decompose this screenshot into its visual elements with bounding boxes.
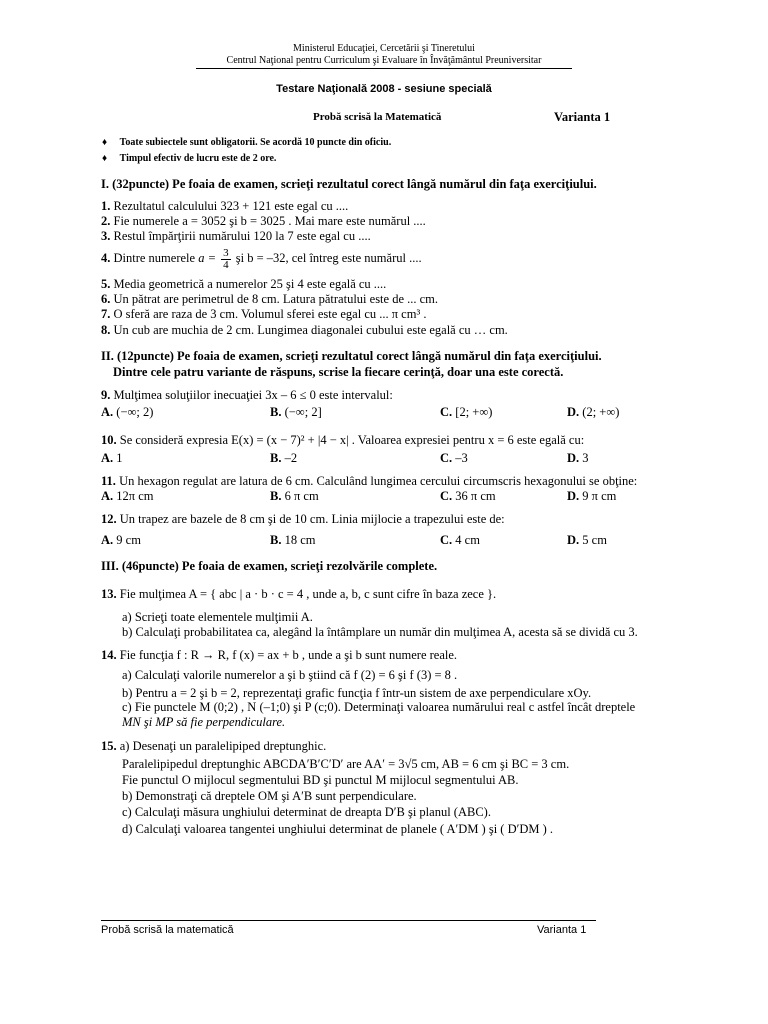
option-a: A. 9 cm <box>101 533 141 547</box>
exercise-15-d: d) Calculaţi valoarea tangentei unghiului determinat de planele ( A′DM ) şi ( D′DM ) . <box>122 822 554 836</box>
exercise-15-c: c) Calculaţi măsura unghiului determinat de dreapta D′B şi planul (ABC). <box>122 805 491 819</box>
exercise-13: 13. Fie mulţimea A = { abc | a · b · c = 4 , unde a, b, c sunt cifre în baza zece }. <box>101 587 497 601</box>
header-divider <box>196 68 572 69</box>
option-d: D. (2; +∞) <box>567 405 620 419</box>
option-c: C. –3 <box>440 451 468 465</box>
exercise-15-b: b) Demonstraţi că dreptele OM şi A′B sunt perpendiculare. <box>122 789 417 803</box>
option-c: C. [2; +∞) <box>440 405 493 419</box>
option-b: B. 6 π cm <box>270 489 319 503</box>
exercise-15-line-2: Fie punctul O mijlocul segmentului BD şi punctul M mijlocul segmentului AB. <box>122 773 519 787</box>
section-3-heading: III. (46puncte) Pe foaia de examen, scrieţi rezolvările complete. <box>101 559 438 573</box>
exercise-13-a: a) Scrieţi toate elementele mulţimii A. <box>122 610 313 624</box>
exercise-14-a: a) Calculaţi valorile numerelor a şi b ştiind că f (2) = 6 şi f (3) = 8 . <box>122 668 458 682</box>
option-c: C. 4 cm <box>440 533 480 547</box>
option-d: D. 3 <box>567 451 589 465</box>
exercise-15-line-1: Paralelipipedul dreptunghic ABCDA′B′C′D′ are AA′ = 3√5 cm, AB = 6 cm şi BC = 3 cm. <box>122 757 570 771</box>
subtitle: Probă scrisă la Matematică <box>313 111 442 123</box>
fraction: $\frac{3}{4}$ <box>223 246 229 271</box>
exercise-5: 5. Media geometrică a numerelor 25 şi 4 este egală cu .... <box>101 277 387 291</box>
exercise-14: 14. Fie funcţia f : R → R, f (x) = ax + b , unde a şi b sunt numere reale. <box>101 648 458 662</box>
diamond-icon: ♦ <box>102 153 108 164</box>
option-a: A. (−∞; 2) <box>101 405 154 419</box>
exercise-8: 8. Un cub are muchia de 2 cm. Lungimea diagonalei cubului este egală cu … cm. <box>101 323 508 337</box>
section-2-heading: II. (12puncte) Pe foaia de examen, scrieţi rezultatul corect lângă numărul din faţa exerciţiului. <box>101 349 602 363</box>
section-1-heading: I. (32puncte) Pe foaia de examen, scrieţi rezultatul corect lângă numărul din faţa exerciţiului. <box>101 177 597 191</box>
exercise-13-b: b) Calculaţi probabilitatea ca, alegând la întâmplare un număr din mulţimea A, acesta să se dividă cu 3. <box>122 625 638 639</box>
exercise-7: 7. O sferă are raza de 3 cm. Volumul sferei este egal cu ... π cm³ . <box>101 307 427 321</box>
option-b: B. –2 <box>270 451 298 465</box>
option-c: C. 36 π cm <box>440 489 496 503</box>
option-d: D. 9 π cm <box>567 489 617 503</box>
exercise-11: 11. Un hexagon regulat are latura de 6 cm. Calculând lungimea cercului circumscris hexagonului se obţine: <box>101 474 638 488</box>
exercise-1: 1. Rezultatul calculului 323 + 121 este egal cu .... <box>101 199 349 213</box>
bullet-2: ♦ Timpul efectiv de lucru este de 2 ore. <box>102 153 277 164</box>
option-b: B. (−∞; 2] <box>270 405 322 419</box>
exercise-4: 4. Dintre numerele a = $\frac{3}{4}$ şi b = –32, cel întreg este numărul .... <box>101 246 422 271</box>
exercise-15: 15. a) Desenaţi un paralelipiped dreptunghic. <box>101 739 327 753</box>
diamond-icon: ♦ <box>102 137 108 148</box>
exercise-12: 12. Un trapez are bazele de 8 cm şi de 10 cm. Linia mijlocie a trapezului este de: <box>101 512 505 526</box>
bullet-1: ♦ Toate subiectele sunt obligatorii. Se acordă 10 puncte din oficiu. <box>102 137 392 148</box>
exercise-2: 2. Fie numerele a = 3052 şi b = 3025 . Mai mare este numărul .... <box>101 214 426 228</box>
exercise-10: 10. Se consideră expresia E(x) = (x − 7)² + |4 − x| . Valoarea expresiei pentru x = 6 este egală cu: <box>101 433 585 447</box>
option-a: A. 12π cm <box>101 489 154 503</box>
exercise-14-c-cont: MN şi MP să fie perpendiculare. <box>122 715 286 729</box>
page-title: Testare Naţională 2008 - sesiune specială <box>276 83 492 95</box>
section-2-subheading: Dintre cele patru variante de răspuns, scrise la fiecare cerinţă, doar una este corectă. <box>113 365 564 379</box>
option-b: B. 18 cm <box>270 533 316 547</box>
exercise-14-c: c) Fie punctele M (0;2) , N (–1;0) şi P (c;0). Determinaţi valoarea numărului real c astfel încât dreptele <box>122 700 636 714</box>
option-d: D. 5 cm <box>567 533 607 547</box>
ministry-line: Ministerul Educaţiei, Cercetării şi Tineretului <box>293 43 475 54</box>
option-a: A. 1 <box>101 451 123 465</box>
center-line: Centrul Naţional pentru Curriculum şi Evaluare în Învăţământul Preuniversitar <box>226 55 542 66</box>
exercise-9: 9. Mulţimea soluţiilor inecuaţiei 3x – 6 ≤ 0 este intervalul: <box>101 388 393 402</box>
exercise-3: 3. Restul împărţirii numărului 120 la 7 este egal cu .... <box>101 229 371 243</box>
exercise-14-b: b) Pentru a = 2 şi b = 2, reprezentaţi grafic funcţia f într-un sistem de axe perpendiculare xOy. <box>122 686 592 700</box>
footer-divider <box>101 920 596 921</box>
footer-right: Varianta 1 <box>537 924 587 936</box>
footer-left: Probă scrisă la matematică <box>101 924 234 936</box>
exercise-6: 6. Un pătrat are perimetrul de 8 cm. Latura pătratului este de ... cm. <box>101 292 439 306</box>
variant-label: Varianta 1 <box>554 110 611 124</box>
